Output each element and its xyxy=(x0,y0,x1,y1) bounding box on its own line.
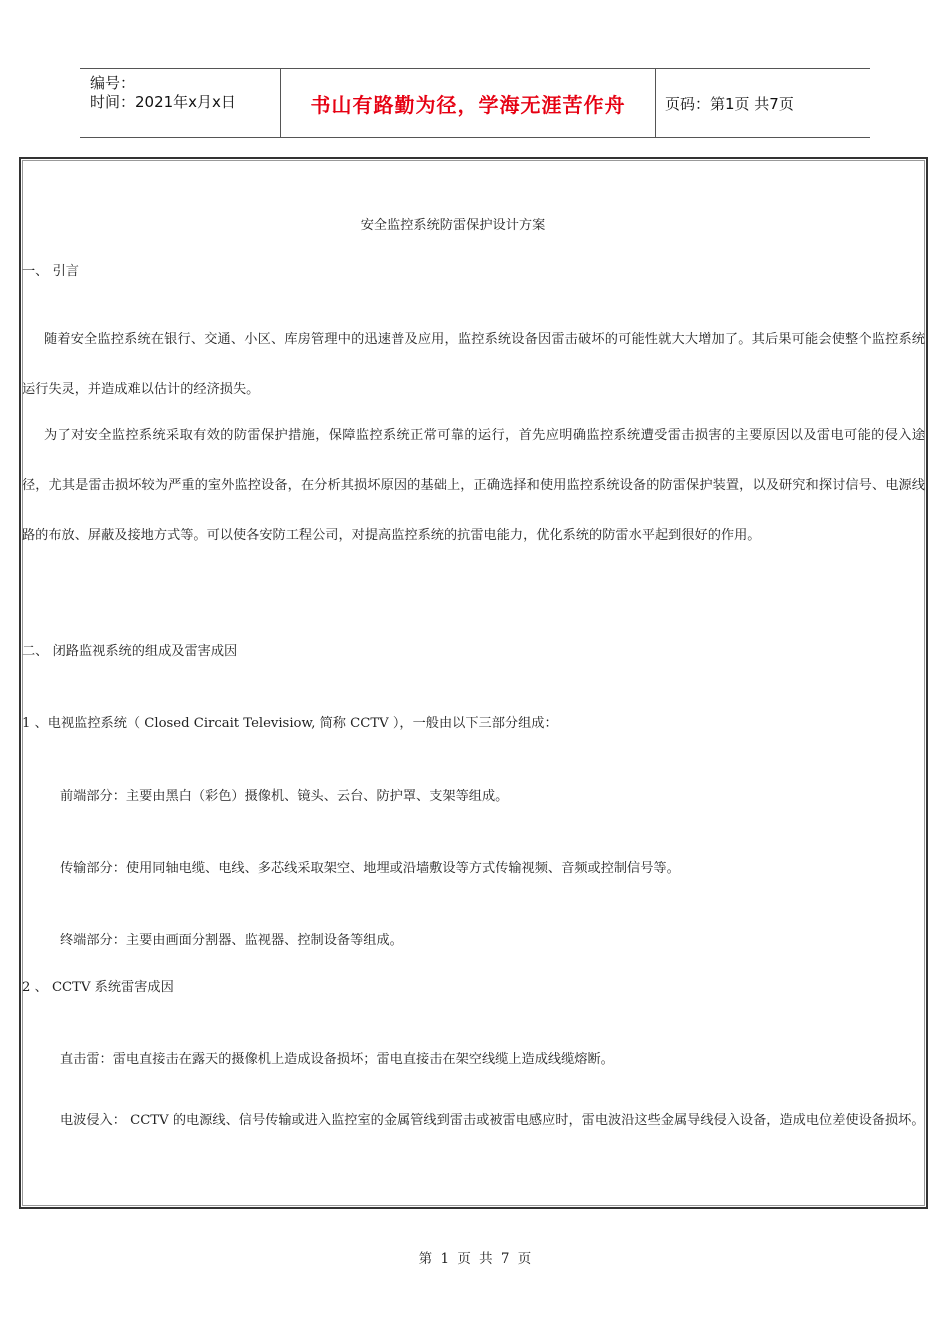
direct-strike-description: 直击雷：雷电直接击在露天的摄像机上造成设备损坏；雷电直接击在架空线缆上造成线缆熔断。 xyxy=(60,1052,614,1067)
header-motto-cell xyxy=(280,69,656,137)
item-2-heading: 2 、 CCTV 系统雷害成因 xyxy=(22,980,174,995)
header-page-cell xyxy=(655,69,870,137)
front-end-description: 前端部分：主要由黑白（彩色）摄像机、镜头、云台、防护罩、支架等组成。 xyxy=(60,789,509,804)
page-code-label: 页码：第1页 共7页 xyxy=(665,94,794,113)
item-1-heading-text: 1 、电视监控系统（ Closed Circait Televisiow, 简称 CCTV ），一般由以下三部分组成： xyxy=(22,716,558,731)
wave-intrusion-description: 电波侵入： CCTV 的电源线、信号传输或进入监控室的金属管线到雷击或被雷电感应时，雷电波沿这些金属导线侵入设备，造成电位差使设备损坏。 xyxy=(60,1113,925,1128)
page-footer: 第 1 页 共 7 页 xyxy=(418,1251,532,1267)
transmission-description: 传输部分：使用同轴电缆、电线、多芯线采取架空、地埋或沿墙敷设等方式传输视频、音频或控制信号等。 xyxy=(60,861,680,876)
header-info-cell xyxy=(80,69,280,137)
terminal-description: 终端部分：主要由画面分割器、监视器、控制设备等组成。 xyxy=(60,933,403,948)
document-time-label: 时间：2021年x月x日 xyxy=(90,93,236,111)
header-table xyxy=(80,68,870,138)
section-2-heading: 二、 闭路监视系统的组成及雷害成因 xyxy=(22,644,238,659)
document-title: 安全监控系统防雷保护设计方案 xyxy=(360,218,546,233)
section-1-heading: 一、 引言 xyxy=(22,264,79,279)
paragraph-intro-2: 为了对安全监控系统采取有效的防雷保护措施，保障监控系统正常可靠的运行，首先应明确监控系统遭受雷击损害的主要原因以及雷电可能的侵入途径，尤其是雷击损坏较为严重的室外监控设备，在分析其损坏原因的基础上，正确选择和使用监控系统设备的防雷保护装置，以及研究和探讨信号、电源线路的布放、屏蔽及接地方式等。可以使各安防工程公司，对提高监控系统的抗雷电能力，优化系统的防雷水平起到很好的作用。 xyxy=(22,428,925,543)
document-number-label: 编号： xyxy=(90,74,136,92)
item-1-heading xyxy=(22,712,558,731)
motto-text: 书山有路勤为径，学海无涯苦作舟 xyxy=(310,92,626,117)
paragraph-intro-1: 随着安全监控系统在银行、交通、小区、库房管理中的迅速普及应用，监控系统设备因雷击破坏的可能性就大大增加了。其后果可能会使整个监控系统运行失灵，并造成难以估计的经济损失。 xyxy=(22,332,925,397)
